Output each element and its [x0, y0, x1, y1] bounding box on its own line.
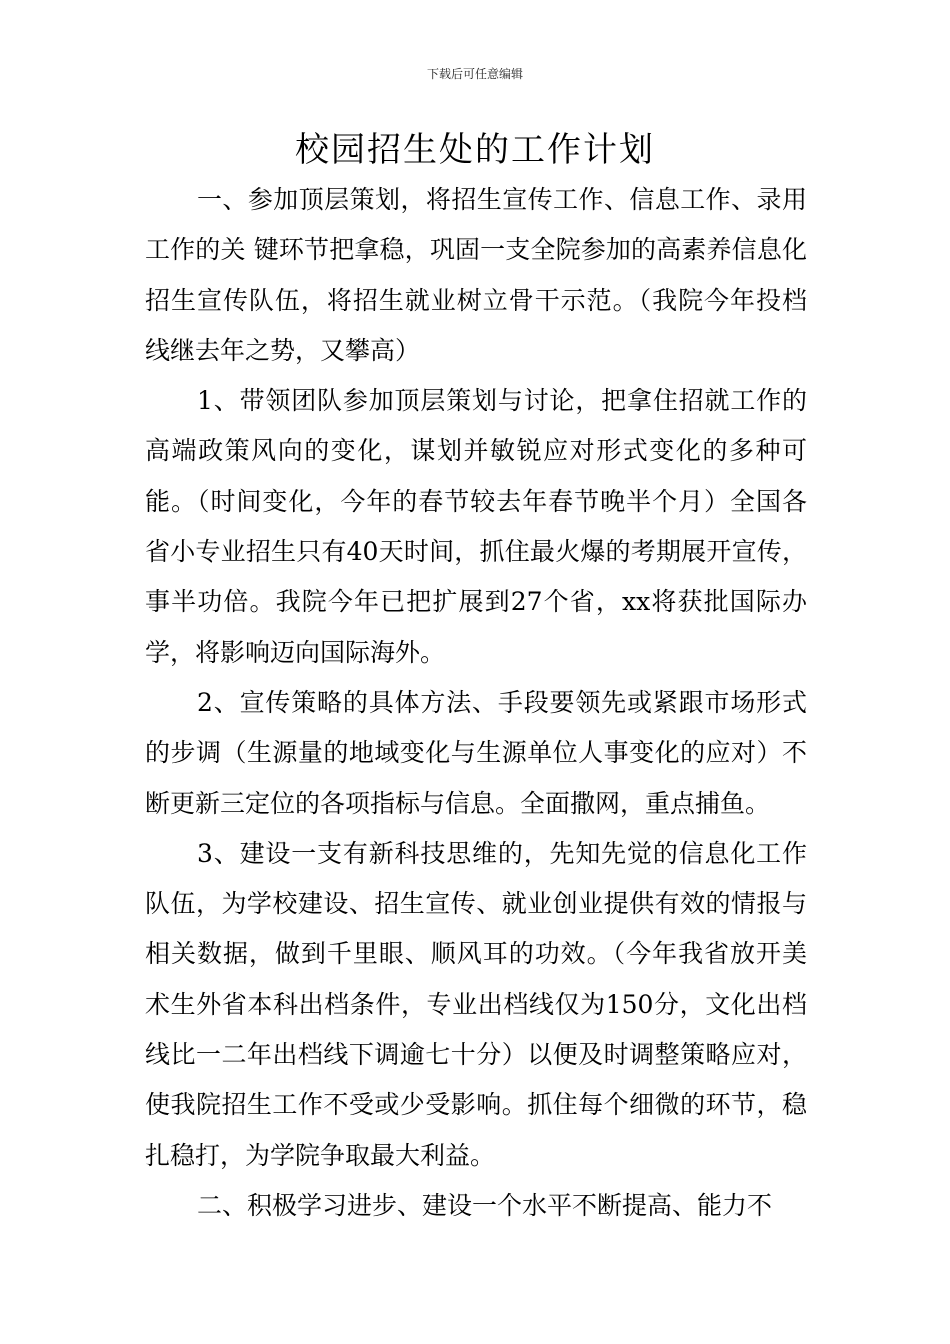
paragraph-4: 3、建设一支有新科技思维的，先知先觉的信息化工作队伍，为学校建设、招生宣传、就业创业提供有效的情报与相关数据，做到千里眼、顺风耳的功效。（今年我省放开美术生外省本科出档条件，专业出档线仅为150分，文化出档线比一二年出档线下调逾七十分）以便及时调整策略应对，使我院招生工作不受或少受影响。抓住每个细微的环节，稳扎稳打，为学院争取最大利益。 [145, 838, 807, 1170]
paragraph-3: 2、宣传策略的具体方法、手段要领先或紧跟市场形式的步调（生源量的地域变化与生源单位人事变化的应对）不断更新三定位的各项指标与信息。全面撒网，重点捕鱼。 [145, 687, 807, 818]
header-note: 下载后可任意编辑 [426, 67, 523, 81]
paragraph-2: 1、带领团队参加顶层策划与讨论，把拿住招就工作的高端政策风向的变化，谋划并敏锐应对形式变化的多种可能。（时间变化，今年的春节较去年春节晚半个月）全国各省小专业招生只有40天时间，抓住最火爆的考期展开宣传，事半功倍。我院今年已把扩展到27个省，xx将获批国际办学，将影响迈向国际海外。 [145, 386, 807, 667]
paragraph-1: 一、参加顶层策划，将招生宣传工作、信息工作、录用工作的关 键环节把拿稳，巩固一支全院参加的高素养信息化招生宣传队伍，将招生就业树立骨干示范。（我院今年投档线继去年之势，又攀高） [145, 185, 807, 365]
paragraph-5: 二、积极学习进步、建设一个水平不断提高、能力不 [197, 1190, 773, 1220]
document-title: 校园招生处的工作计划 [295, 130, 655, 170]
document-body [145, 175, 807, 1231]
